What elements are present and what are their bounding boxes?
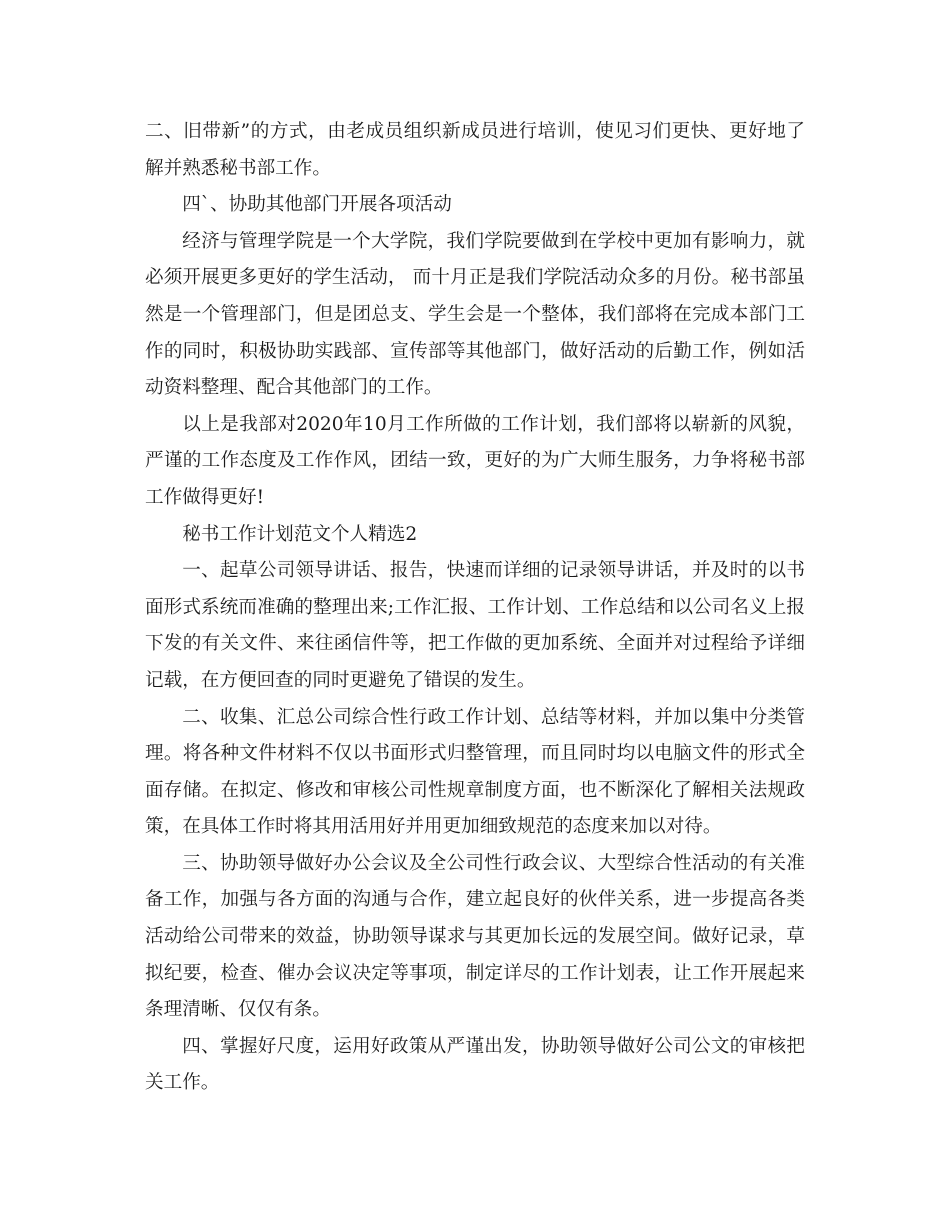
paragraph-item-3-meetings: 三、协助领导做好办公会议及全公司性行政会议、大型综合性活动的有关准备工作，加强与各方面的沟通与合作，建立起良好的伙伴关系，进一步提高各类活动给公司带来的效益，协助领导谋求与其更加长远的发展空间。做好记录，草拟纪要，检查、催办会议决定等事项，制定详尽的工作计划表，让工作开展起来条理清晰、仅仅有条。 [145, 852, 805, 1021]
heading-assist-other-departments: 四`、协助其他部门开展各项活动 [182, 194, 452, 216]
paragraph-item-2-collecting: 二、收集、汇总公司综合性行政工作计划、总结等材料，并加以集中分类管理。将各种文件材料不仅以书面形式归整管理，而且同时均以电脑文件的形式全面存储。在拟定、修改和审核公司性规章制度方面，也不断深化了解相关法规政策，在具体工作时将其用活用好并用更加细致规范的态度来加以对待。 [145, 706, 805, 838]
paragraph-college-activities: 经济与管理学院是一个大学院，我们学院要做到在学校中更加有影响力，就必须开展更多更好的学生活动， 而十月正是我们学院活动众多的月份。秘书部虽然是一个管理部门，但是团总支、学生会是一个整体，我们部将在完成本部门工作的同时，积极协助实践部、宣传部等其他部门，做好活动的后勤工作，例如活动资料整理、配合其他部门的工作。 [145, 230, 805, 399]
document-body [145, 114, 805, 1102]
section-title-sample-2: 秘书工作计划范文个人精选2 [182, 523, 418, 545]
paragraph-item-1-drafting: 一、起草公司领导讲话、报告，快速而详细的记录领导讲话，并及时的以书面形式系统而准确的整理出来;工作汇报、工作计划、工作总结和以公司名义上报下发的有关文件、来往函信件等，把工作做的更加系统、全面并对过程给予详细记载，在方便回查的同时更避免了错误的发生。 [145, 560, 805, 691]
paragraph-training-method: 二、旧带新”的方式，由老成员组织新成员进行培训，使见习们更快、更好地了解并熟悉秘书部工作。 [145, 121, 805, 179]
paragraph-item-4-review: 四、掌握好尺度，运用好政策从严谨出发，协助领导做好公司公文的审核把关工作。 [145, 1035, 805, 1094]
paragraph-conclusion: 以上是我部对2020年10月工作所做的工作计划，我们部将以崭新的风貌，严谨的工作态度及工作作风，团结一致，更好的为广大师生服务，力争将秘书部工作做得更好! [145, 413, 805, 508]
